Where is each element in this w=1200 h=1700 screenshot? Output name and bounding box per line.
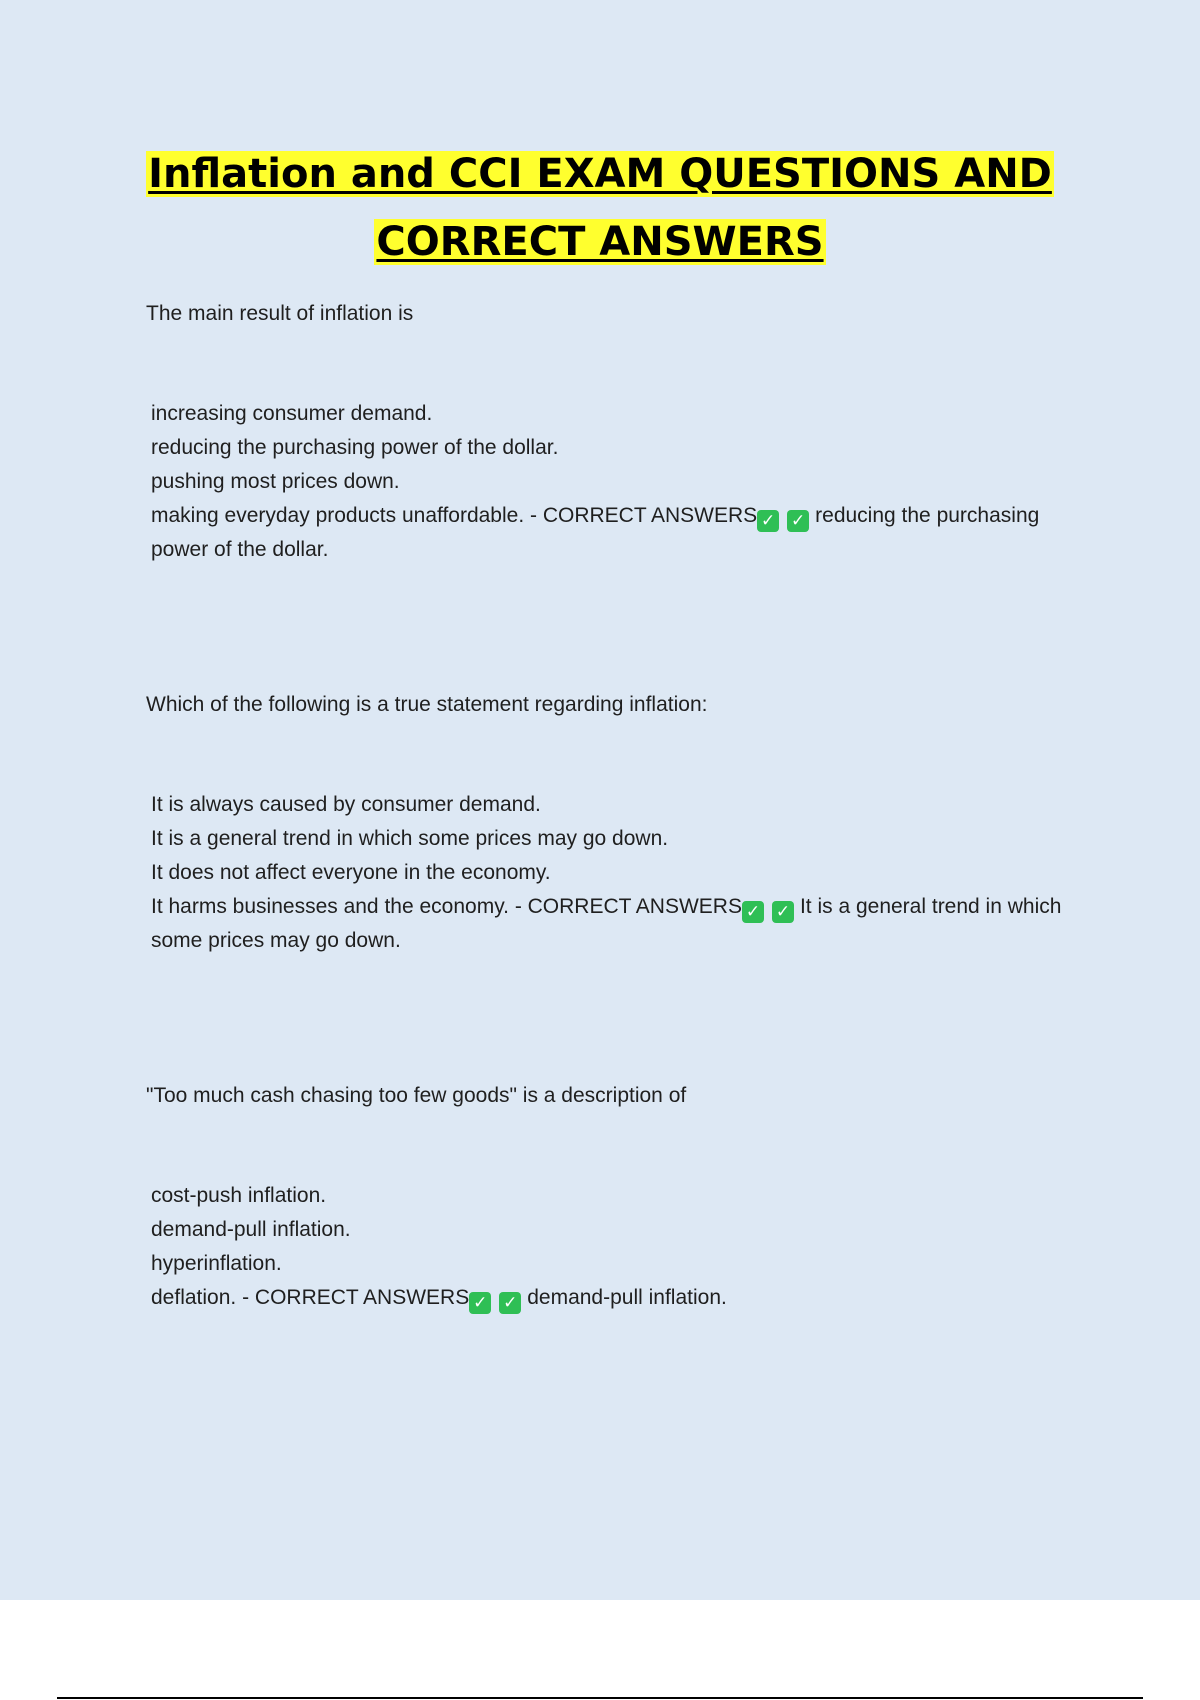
question-block-1 [146,297,1086,567]
title-line-1: Inflation and CCI EXAM QUESTIONS AND [148,151,1052,197]
correct-answer: demand-pull inflation. [527,1286,727,1309]
option-item: demand-pull inflation. [151,1218,351,1241]
option-text: It harms businesses and the economy. [151,895,509,918]
option-list [146,397,1086,567]
check-mark-icon: ✓ [757,510,779,532]
title-line-2: CORRECT ANSWERS [376,219,824,265]
question-text: "Too much cash chasing too few goods" is a description of [146,1084,687,1107]
question-text: Which of the following is a true statement regarding inflation: [146,693,708,716]
option-item: cost-push inflation. [151,1184,327,1207]
option-item: It is always caused by consumer demand. [151,793,541,816]
correct-answer: reducing the purchasing power of the dollar. [151,504,1040,561]
correct-answer: It is a general trend in which some prices may go down. [151,895,1062,952]
option-text: deflation. [151,1286,237,1309]
check-mark-icon: ✓ [499,1292,521,1314]
option-item: It is a general trend in which some prices may go down. [151,827,669,850]
check-mark-icon: ✓ [787,510,809,532]
option-item-with-answer [146,499,1086,567]
footer-divider [57,1697,1143,1699]
check-mark-icon: ✓ [742,901,764,923]
answer-label: - CORRECT ANSWERS [530,504,758,527]
document-title [0,140,1200,276]
option-item: hyperinflation. [151,1252,282,1275]
question-block-2 [146,688,1086,958]
option-item: reducing the purchasing power of the dollar. [151,436,559,459]
check-mark-icon: ✓ [469,1292,491,1314]
option-item-with-answer [146,1281,1086,1315]
option-item: It does not affect everyone in the economy. [151,861,551,884]
option-list [146,788,1086,958]
option-list [146,1179,1086,1315]
answer-label: - CORRECT ANSWERS [514,895,742,918]
option-text: making everyday products unaffordable. [151,504,525,527]
option-item: increasing consumer demand. [151,402,433,425]
question-block-3 [146,1079,1086,1315]
option-item: pushing most prices down. [151,470,400,493]
check-mark-icon: ✓ [772,901,794,923]
option-item-with-answer [146,890,1086,958]
question-text: The main result of inflation is [146,302,414,325]
answer-label: - CORRECT ANSWERS [242,1286,470,1309]
